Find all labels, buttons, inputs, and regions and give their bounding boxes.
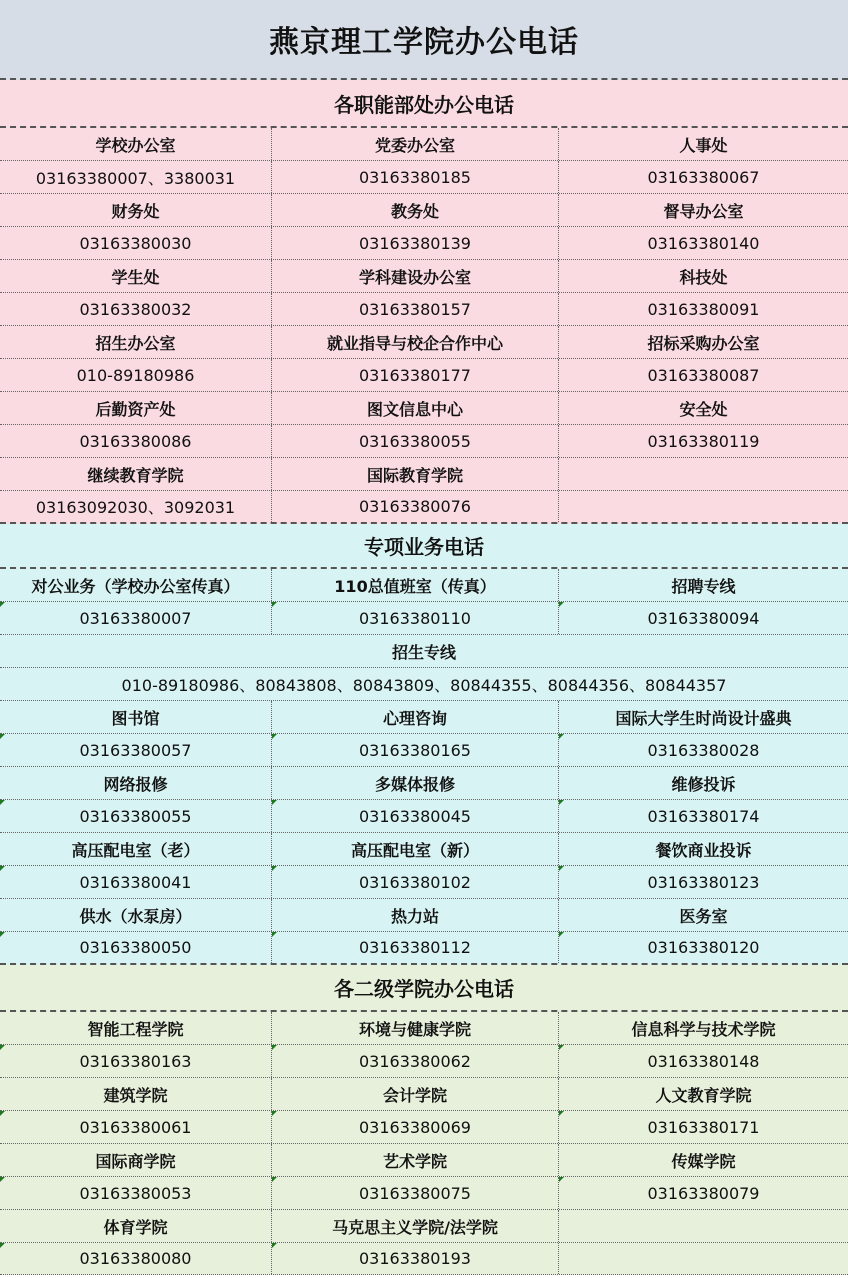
- service-name: 图书馆: [0, 701, 272, 733]
- phone-number: 03163092030、3092031: [0, 491, 272, 522]
- phone-number: 03163380177: [272, 359, 559, 391]
- phone-number: 03163380055: [0, 800, 272, 832]
- service-name: 110总值班室（传真）: [272, 569, 559, 601]
- phone-number: 03163380165: [272, 734, 559, 766]
- table-row: [0, 668, 848, 701]
- service-name: 招聘专线: [671, 576, 736, 596]
- table-row: [0, 359, 848, 392]
- empty-cell: [559, 1210, 848, 1242]
- table-row: [0, 1243, 848, 1275]
- dept-name: 教务处: [272, 194, 559, 226]
- phone-number: 03163380057: [0, 734, 272, 766]
- service-name: 高压配电室（老）: [0, 833, 272, 865]
- dept-name: 继续教育学院: [0, 458, 272, 490]
- phone-number: 03163380091: [647, 299, 760, 319]
- phone-number: 03163380087: [647, 365, 760, 385]
- college-name: 信息科学与技术学院: [631, 1019, 776, 1039]
- dept-name: 财务处: [0, 194, 272, 226]
- service-name: 维修投诉: [671, 774, 736, 794]
- phone-number: 03163380079: [559, 1177, 848, 1209]
- table-row: [0, 734, 848, 767]
- phone-number: 03163380075: [272, 1177, 559, 1209]
- table-row: [0, 425, 848, 458]
- table-row: [0, 1111, 848, 1144]
- dept-name: 学校办公室: [0, 128, 272, 160]
- table-row: [0, 899, 848, 932]
- table-row: [0, 1177, 848, 1210]
- service-name: 对公业务（学校办公室传真）: [0, 569, 272, 601]
- phone-number: 03163380055: [272, 425, 559, 457]
- phone-number: 03163380067: [647, 167, 760, 187]
- phone-number: 03163380094: [559, 602, 848, 634]
- service-name: 供水（水泵房）: [0, 899, 272, 931]
- service-name: 招生专线: [391, 642, 456, 662]
- table-row: [0, 1012, 848, 1045]
- dept-name: 安全处: [679, 399, 728, 419]
- table-row: [0, 227, 848, 260]
- service-name: 国际大学生时尚设计盛典: [615, 708, 792, 728]
- empty-cell: [559, 1243, 848, 1274]
- phone-number: 03163380030: [0, 227, 272, 259]
- phone-number: 03163380163: [0, 1045, 272, 1077]
- dept-name: 图文信息中心: [272, 392, 559, 424]
- college-name: 建筑学院: [0, 1078, 272, 1110]
- table-row: [0, 1144, 848, 1177]
- section-header: 专项业务电话: [0, 524, 848, 569]
- table-row: [0, 701, 848, 734]
- table-row: [0, 767, 848, 800]
- section-colleges: [0, 965, 848, 1275]
- phone-number: 03163380193: [272, 1243, 559, 1274]
- table-row: [0, 326, 848, 359]
- phone-number: 03163380102: [272, 866, 559, 898]
- phone-number: 03163380080: [0, 1243, 272, 1274]
- service-name: 医务室: [679, 906, 728, 926]
- college-name: 艺术学院: [272, 1144, 559, 1176]
- dept-name: 学生处: [0, 260, 272, 292]
- phone-number: 03163380185: [272, 161, 559, 193]
- empty-cell: [559, 458, 848, 490]
- phone-number: 03163380171: [559, 1111, 848, 1143]
- phone-number: 03163380050: [0, 932, 272, 963]
- college-name: 马克思主义学院/法学院: [272, 1210, 559, 1242]
- phone-number: 03163380007: [0, 602, 272, 634]
- dept-name: 后勤资产处: [0, 392, 272, 424]
- college-name: 环境与健康学院: [272, 1012, 559, 1044]
- table-row: [0, 491, 848, 524]
- phone-number: 03163380110: [272, 602, 559, 634]
- college-name: 人文教育学院: [655, 1085, 752, 1105]
- phone-number: 03163380061: [0, 1111, 272, 1143]
- table-row: [0, 128, 848, 161]
- table-row: [0, 932, 848, 965]
- table-row: [0, 800, 848, 833]
- college-name: 传媒学院: [671, 1151, 736, 1171]
- service-name: 热力站: [272, 899, 559, 931]
- dept-name: 党委办公室: [272, 128, 559, 160]
- table-row: [0, 569, 848, 602]
- section-header: 各二级学院办公电话: [0, 965, 848, 1012]
- dept-name: 督导办公室: [663, 201, 744, 221]
- college-name: 体育学院: [0, 1210, 272, 1242]
- table-row: [0, 194, 848, 227]
- table-row: [0, 458, 848, 491]
- phone-number: 03163380112: [272, 932, 559, 963]
- phone-number: 03163380123: [559, 866, 848, 898]
- phone-number: 03163380041: [0, 866, 272, 898]
- table-row: [0, 833, 848, 866]
- phone-number: 03163380157: [272, 293, 559, 325]
- table-row: [0, 293, 848, 326]
- phone-number: 03163380069: [272, 1111, 559, 1143]
- phone-number: 03163380148: [559, 1045, 848, 1077]
- dept-name: 人事处: [679, 135, 728, 155]
- phone-number: 03163380120: [559, 932, 848, 963]
- table-row: [0, 161, 848, 194]
- phone-number: 03163380174: [559, 800, 848, 832]
- page-title: 燕京理工学院办公电话: [0, 0, 848, 80]
- dept-name: 学科建设办公室: [272, 260, 559, 292]
- section-header: 各职能部处办公电话: [0, 80, 848, 128]
- table-row: [0, 866, 848, 899]
- table-row: [0, 1078, 848, 1111]
- phone-number: 03163380086: [0, 425, 272, 457]
- college-name: 智能工程学院: [0, 1012, 272, 1044]
- section-special-services: [0, 524, 848, 965]
- college-name: 会计学院: [272, 1078, 559, 1110]
- phone-number: 03163380007、3380031: [0, 161, 272, 193]
- phone-number: 03163380140: [647, 233, 760, 253]
- service-name: 餐饮商业投诉: [655, 840, 752, 860]
- table-row: [0, 392, 848, 425]
- dept-name: 就业指导与校企合作中心: [272, 326, 559, 358]
- dept-name: 科技处: [679, 267, 728, 287]
- table-row: [0, 635, 848, 668]
- dept-name: 招生办公室: [0, 326, 272, 358]
- college-name: 国际商学院: [0, 1144, 272, 1176]
- phone-number: 010-89180986、80843808、80843809、80844355、80844356、80844357: [121, 675, 727, 695]
- phone-number: 03163380045: [272, 800, 559, 832]
- phone-number: 03163380028: [559, 734, 848, 766]
- service-name: 网络报修: [0, 767, 272, 799]
- empty-cell: [559, 491, 848, 522]
- service-name: 高压配电室（新）: [272, 833, 559, 865]
- phone-number: 03163380076: [272, 491, 559, 522]
- table-row: [0, 260, 848, 293]
- phone-number: 03163380032: [0, 293, 272, 325]
- phone-number: 03163380139: [272, 227, 559, 259]
- phone-number: 03163380053: [0, 1177, 272, 1209]
- table-row: [0, 1210, 848, 1243]
- table-row: [0, 602, 848, 635]
- section-functional-departments: [0, 80, 848, 524]
- phone-number: 010-89180986: [0, 359, 272, 391]
- phone-number: 03163380062: [272, 1045, 559, 1077]
- service-name: 多媒体报修: [272, 767, 559, 799]
- dept-name: 招标采购办公室: [647, 333, 760, 353]
- dept-name: 国际教育学院: [272, 458, 559, 490]
- service-name: 心理咨询: [272, 701, 559, 733]
- phone-number: 03163380119: [647, 431, 760, 451]
- table-row: [0, 1045, 848, 1078]
